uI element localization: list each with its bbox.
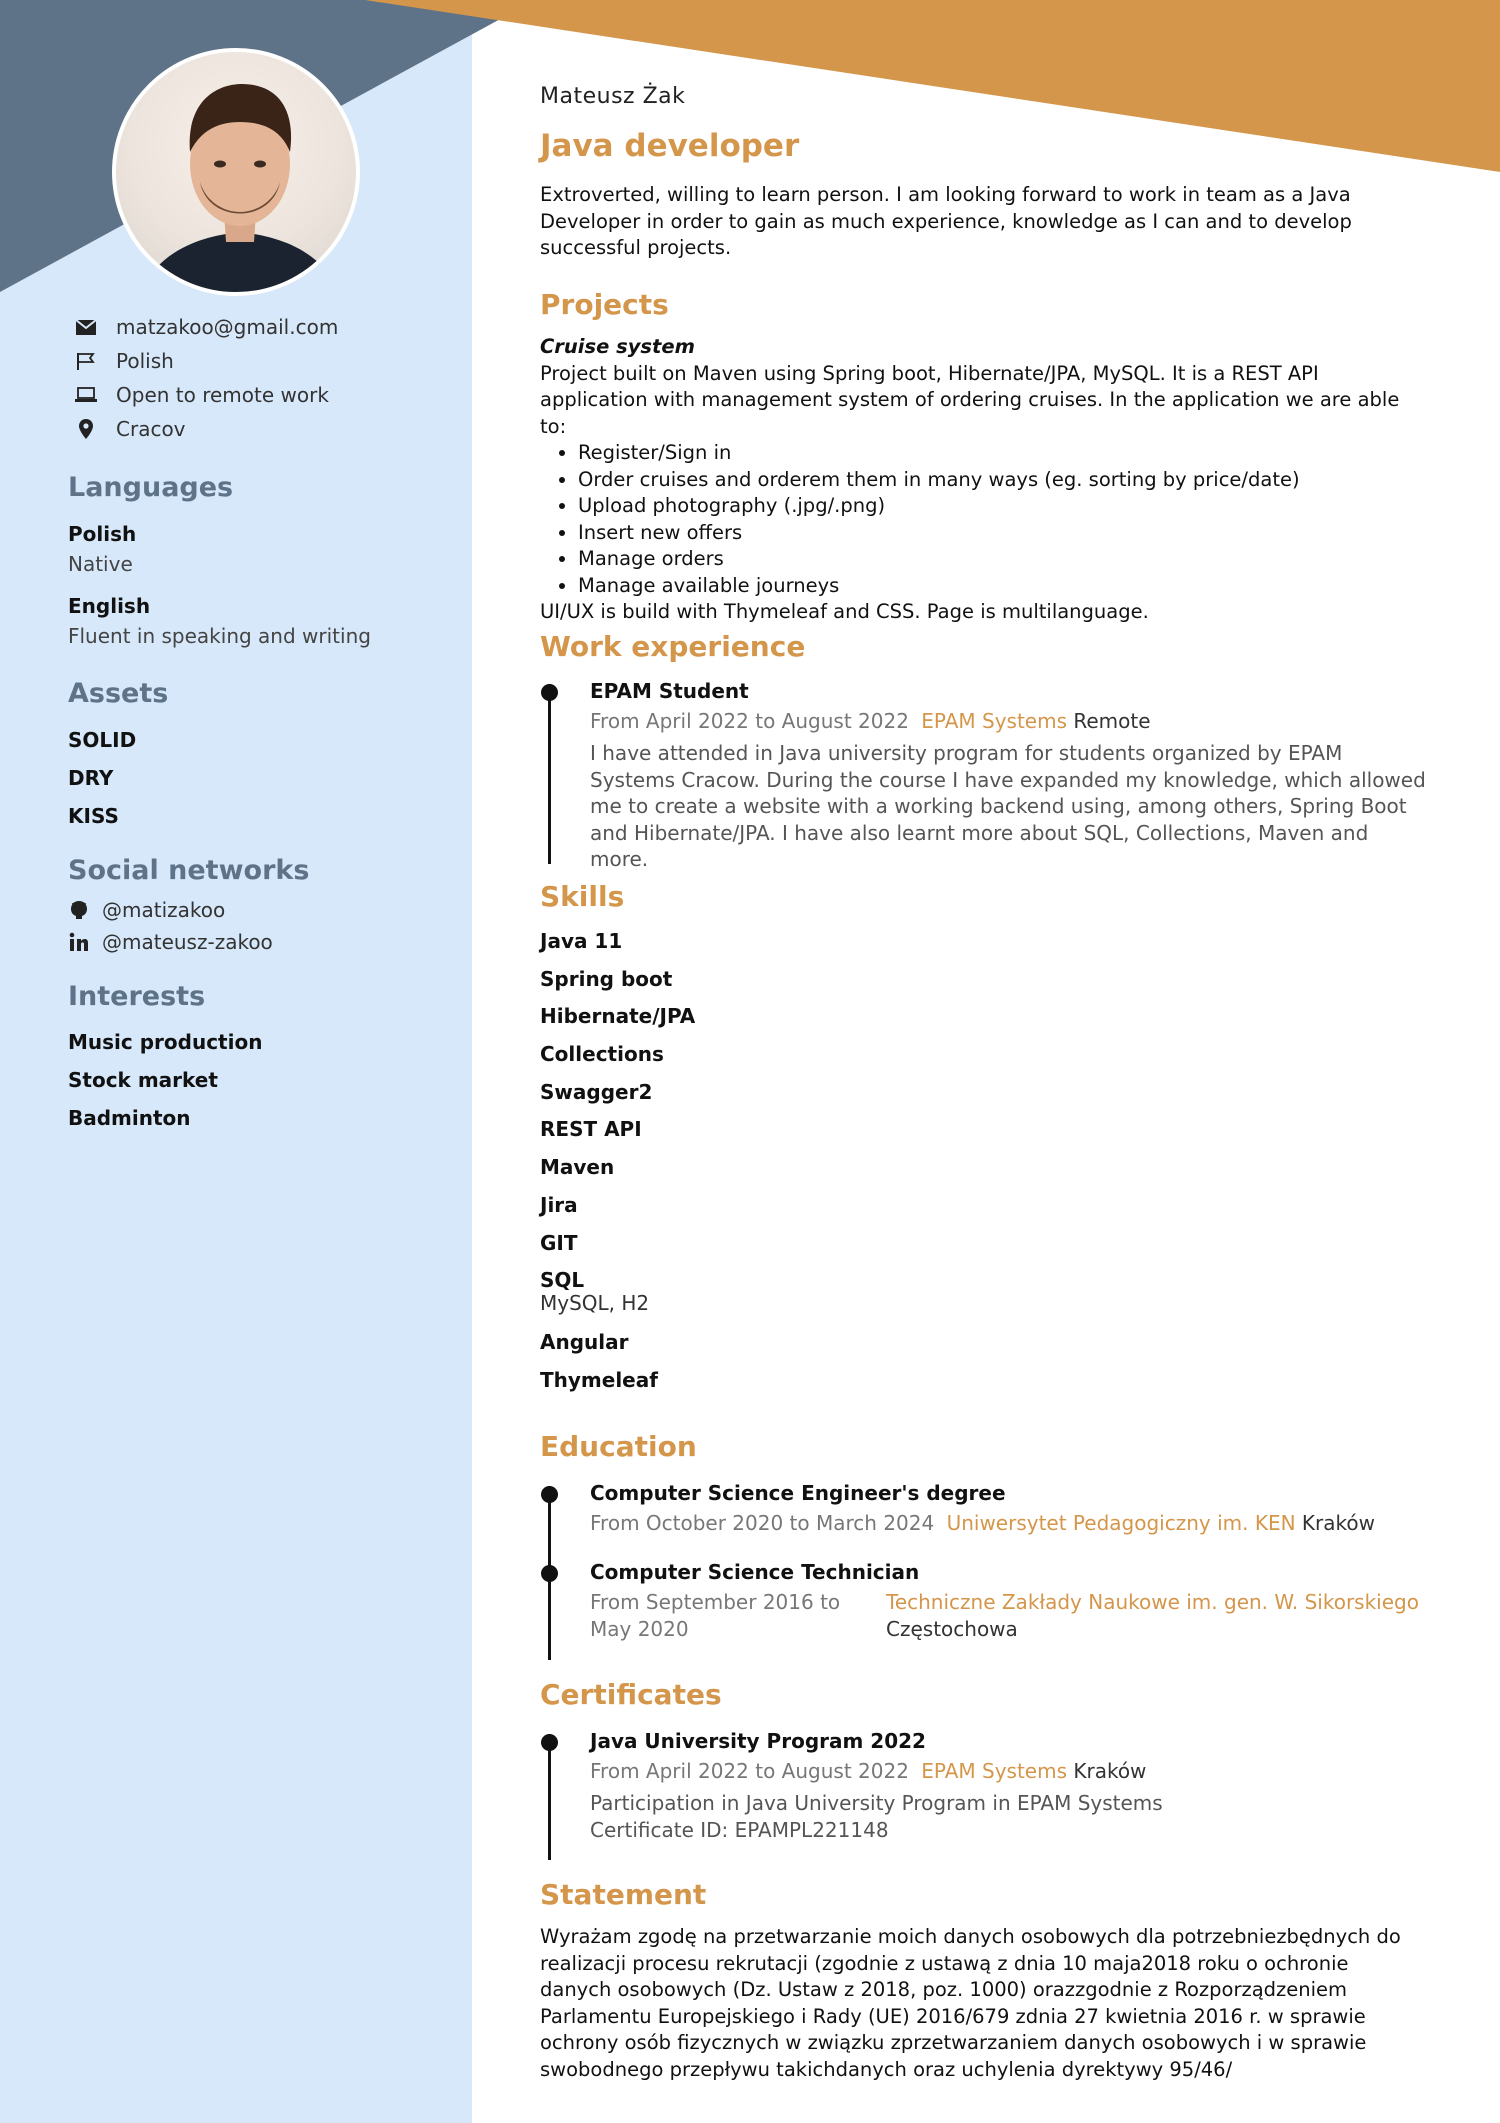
project-entry — [540, 334, 1420, 626]
education-title: Computer Science Technician — [590, 1560, 920, 1584]
statement-heading: Statement — [540, 1878, 707, 1911]
interests-heading: Interests — [68, 981, 206, 1012]
project-footer: UI/UX is build with Thymeleaf and CSS. Page is multilanguage. — [540, 600, 1149, 623]
timeline-line — [548, 684, 551, 864]
certificate-description-line: Participation in Java University Program in EPAM Systems — [590, 1791, 1163, 1815]
language-name: Polish — [68, 522, 137, 546]
sidebar — [0, 0, 472, 2123]
summary: Extroverted, willing to learn person. I am looking forward to work in team as a Java Developer in order to gain as much experience, knowledge as I can and to develop successful projects. — [540, 183, 1352, 259]
timeline-dot — [541, 684, 558, 701]
skill-item: Collections — [540, 1042, 664, 1067]
contact-list — [72, 310, 338, 446]
timeline-dot — [541, 1734, 558, 1751]
timeline-line — [548, 1734, 551, 1860]
social-linkedin[interactable] — [68, 926, 273, 958]
location-pin-icon — [72, 418, 100, 440]
education-dates: From September 2016 to May 2020 — [590, 1590, 841, 1641]
certificate-entry — [590, 1726, 1430, 1843]
social-list — [68, 894, 273, 958]
skill-item: Maven — [540, 1155, 615, 1180]
timeline-dot — [541, 1565, 558, 1582]
social-github[interactable] — [68, 894, 273, 926]
work-dates: From April 2022 to August 2022 — [590, 709, 909, 733]
education-organization: Uniwersytet Pedagogiczny im. KEN — [946, 1511, 1296, 1535]
statement-text: Wyrażam zgodę na przetwarzanie moich danych osobowych dla potrzebniezbędnych do realizacji procesu rekrutacji (zgodnie z ustawą z dnia 10 maja2018 roku o ochronie danych osobowych (Dz. Ustaw z 2018, poz. 1000) orazzgodnie z Rozporządzeniem Parlamentu Europejskiego i Rady (UE) 2016/679 zdnia 27 kwietnia 2016 r. w sprawie ochrony osób fizycznych w związku zprzetwarzaniem danych osobowych i w sprawie swobodnego przepływu takichdanych oraz uchylenia dyrektywy 95/46/ — [540, 1925, 1401, 2081]
skill-note: MySQL, H2 — [540, 1291, 650, 1316]
asset-item: KISS — [68, 804, 119, 828]
language-level: Native — [68, 552, 133, 576]
skill-item: Spring boot — [540, 966, 673, 991]
skill-item: REST API — [540, 1117, 642, 1142]
education-org-block — [886, 1589, 1426, 1642]
project-feature-list — [578, 440, 1420, 599]
person-name: Mateusz Żak — [540, 84, 686, 109]
social-github-text: @matizakoo — [102, 898, 226, 922]
skill-item: Java 11 — [540, 929, 623, 953]
skill-item: Angular — [540, 1330, 629, 1355]
projects-heading: Projects — [540, 288, 669, 321]
timeline-dot — [541, 1486, 558, 1503]
contact-remote-text: Open to remote work — [116, 383, 329, 407]
social-networks-heading: Social networks — [68, 855, 310, 886]
contact-nationality — [72, 344, 338, 378]
language-name: English — [68, 594, 151, 618]
project-title: Cruise system — [540, 335, 695, 358]
project-feature: • Order cruises and orderem them in many ways (eg. sorting by price/date) — [578, 467, 1420, 494]
work-title: EPAM Student — [590, 679, 749, 703]
main-content — [540, 0, 1440, 2123]
skill-item: SQL — [540, 1268, 585, 1293]
skill-item: Hibernate/JPA — [540, 1004, 696, 1029]
linkedin-icon — [68, 931, 90, 953]
interest-item: Badminton — [68, 1106, 191, 1130]
social-linkedin-text: @mateusz-zakoo — [102, 930, 273, 954]
interests-list — [68, 1027, 262, 1141]
work-entry — [590, 676, 1430, 873]
contact-location — [72, 412, 338, 446]
project-feature: • Upload photography (.jpg/.png) — [578, 493, 1420, 520]
certificates-timeline — [540, 1726, 1440, 1856]
contact-location-text: Cracov — [116, 417, 186, 441]
contact-remote — [72, 378, 338, 412]
education-heading: Education — [540, 1430, 697, 1463]
github-icon — [68, 899, 90, 921]
education-organization: Techniczne Zakłady Naukowe im. gen. W. Sikorskiego — [886, 1590, 1419, 1614]
skill-item: GIT — [540, 1230, 578, 1255]
education-title: Computer Science Engineer's degree — [590, 1481, 1006, 1505]
asset-item: SOLID — [68, 728, 137, 752]
contact-nationality-text: Polish — [116, 349, 174, 373]
skill-item: Swagger2 — [540, 1079, 653, 1104]
languages-heading: Languages — [68, 472, 234, 503]
asset-item: DRY — [68, 766, 114, 790]
certificate-description — [590, 1790, 1430, 1843]
work-organization: EPAM Systems — [921, 709, 1067, 733]
certificate-organization: EPAM Systems — [921, 1759, 1067, 1783]
job-title: Java developer — [540, 128, 800, 164]
education-location: Kraków — [1301, 1511, 1375, 1535]
project-feature: • Manage available journeys — [578, 573, 1420, 600]
education-meta — [590, 1508, 1430, 1538]
certificate-meta — [590, 1756, 1430, 1786]
education-location: Częstochowa — [886, 1616, 1018, 1641]
work-location: Remote — [1073, 709, 1151, 733]
contact-email[interactable] — [72, 310, 338, 344]
certificate-id: Certificate ID: EPAMPL221148 — [590, 1817, 889, 1842]
work-meta — [590, 706, 1430, 736]
project-feature: • Register/Sign in — [578, 440, 1420, 467]
certificate-dates: From April 2022 to August 2022 — [590, 1759, 909, 1783]
project-feature: • Manage orders — [578, 546, 1420, 573]
laptop-icon — [72, 384, 100, 406]
education-entry — [590, 1557, 1430, 1642]
assets-heading: Assets — [68, 678, 169, 709]
project-feature: • Insert new offers — [578, 520, 1420, 547]
skills-list — [540, 926, 695, 1403]
contact-email-text: matzakoo@gmail.com — [116, 315, 339, 339]
envelope-icon — [72, 316, 100, 338]
certificates-heading: Certificates — [540, 1678, 722, 1711]
flag-icon — [72, 350, 100, 372]
work-description: I have attended in Java university program for students organized by EPAM Systems Cracow. During the course I have expanded my knowledge, which allowed me to create a website with a working backend using, among others, Spring Boot and Hibernate/JPA. I have also learnt more about SQL, Collections, Maven and more. — [590, 741, 1426, 871]
interest-item: Music production — [68, 1030, 263, 1054]
interest-item: Stock market — [68, 1068, 218, 1092]
work-timeline — [540, 676, 1440, 871]
language-level: Fluent in speaking and writing — [68, 624, 371, 648]
profile-photo — [112, 48, 360, 296]
education-meta — [590, 1589, 1430, 1642]
education-dates: From October 2020 to March 2024 — [590, 1511, 935, 1535]
project-description: Project built on Maven using Spring boot, Hibernate/JPA, MySQL. It is a REST API application with management system of ordering cruises. In the application we are able to: — [540, 361, 1400, 438]
language-item — [68, 591, 371, 651]
certificate-location: Kraków — [1073, 1759, 1147, 1783]
assets-list — [68, 725, 136, 839]
language-item — [68, 519, 371, 591]
education-entry — [590, 1478, 1430, 1538]
languages-list — [68, 519, 371, 651]
skill-item: Thymeleaf — [540, 1367, 658, 1392]
skills-heading: Skills — [540, 880, 625, 913]
certificate-title: Java University Program 2022 — [590, 1729, 926, 1753]
education-timeline — [540, 1478, 1440, 1654]
work-experience-heading: Work experience — [540, 630, 806, 663]
skill-item: Jira — [540, 1192, 578, 1217]
